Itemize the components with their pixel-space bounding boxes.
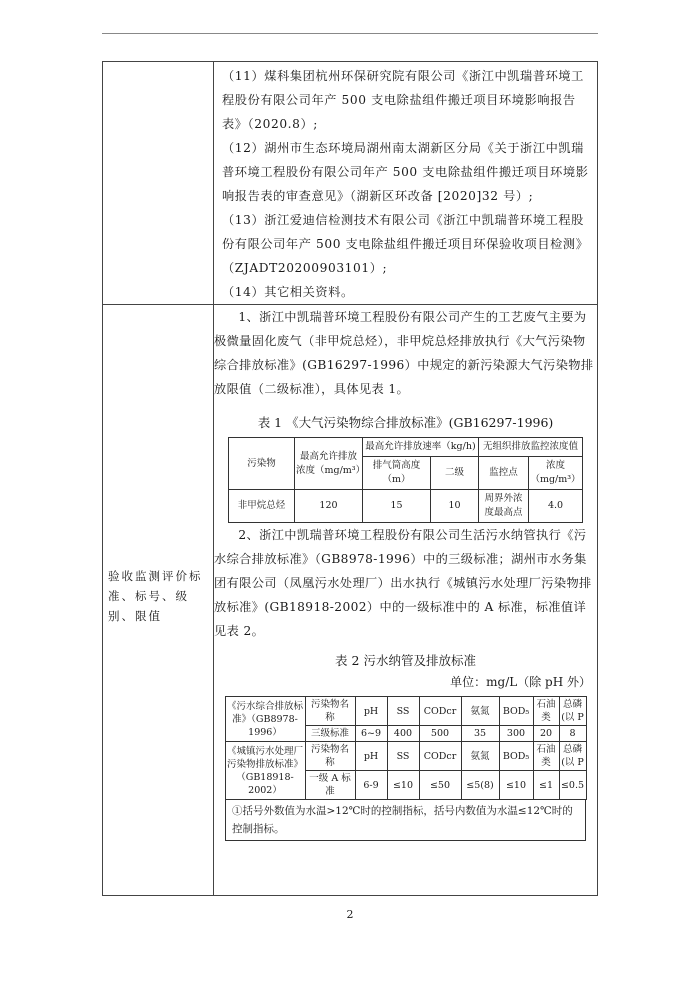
t1-header-max-concentration: 最高允许排放浓度（mg/m³） [294,438,362,490]
t2-header: SS [387,742,419,771]
section-label: 验收监测评价标准、标号、级别、限值 [108,569,203,623]
t2-header: 石油类 [533,697,559,726]
paragraph-air-standard: 1、浙江中凯瑞普环境工程股份有限公司产生的工艺废气主要为极微量固化废气（非甲烷总烃），非甲烷总烃排放执行《大气污染物综合排放标准》(GB16297-1996）中规定的新污染源大气污染物排放限值（二级标准），具体见表 1。 [214,310,594,396]
t2-value: 500 [419,726,461,742]
section-label-cell [103,305,214,896]
t2-grade: 一级 A 标准 [305,771,355,800]
t2-value: 35 [461,726,499,742]
t1-header-unorganized: 无组织排放监控浓度值 [478,438,582,457]
table2-footnote: ①括号外数值为水温>12℃时的控制指标，括号内数值为水温≤12℃时的控制指标。 [225,800,586,841]
t2-header: CODcr [419,697,461,726]
table1-caption: 表 1 《大气污染物综合排放标准》(GB16297-1996) [257,415,554,430]
t2-header-pollutant: 污染物名称 [305,697,355,726]
t2-value: 6~9 [355,726,387,742]
t2-header: BOD₅ [499,742,533,771]
paragraph-water-standard: 2、浙江中凯瑞普环境工程股份有限公司生活污水纳管执行《污水综合排放标准》（GB8978-1996）中的三级标准；湖州市水务集团有限公司（凤凰污水处理厂）出水执行《城镇污水处理厂污染物排放标准》(GB18918-2002）中的一级标准中的 A 标准，标准值详见表 2。 [214,528,592,638]
t2-value: 300 [499,726,533,742]
t1-cell-pollutant: 非甲烷总烃 [228,490,294,523]
standards-cell [214,305,598,896]
t2-value: ≤50 [419,771,461,800]
empty-label-cell [103,62,214,305]
page-number: 2 [346,908,354,921]
t2-header: SS [387,697,419,726]
t1-header-stack-height: 排气筒高度（m） [362,457,430,490]
t2-value: 20 [533,726,559,742]
t2-header: 总磷(以 P [559,697,586,726]
t2-standard-name: 《污水综合排放标准》（GB8978-1996） [225,697,305,742]
reference-item: （14）其它相关资料。 [222,285,354,299]
t2-value: 8 [559,726,586,742]
t2-standard-name: 《城镇污水处理厂污染物排放标准》（GB18918-2002） [225,742,305,800]
table-row [228,490,582,523]
t1-header-monitor-point: 监控点 [478,457,528,490]
table2-unit: 单位：mg/L（除 pH 外） [450,675,591,689]
t1-header-max-rate: 最高允许排放速率（kg/h) [362,438,478,457]
t2-value: ≤10 [499,771,533,800]
table-row [225,697,586,726]
t1-header-concentration: 浓度（mg/m³） [528,457,582,490]
references-cell [214,62,598,305]
t2-grade: 三级标准 [305,726,355,742]
t2-header: CODcr [419,742,461,771]
t1-cell-monitor-point: 周界外浓度最高点 [478,490,528,523]
table2-water-standard [225,696,587,800]
t1-cell-concentration: 120 [294,490,362,523]
t2-header: BOD₅ [499,697,533,726]
t1-cell-stack-height: 15 [362,490,430,523]
t2-value: ≤5(8) [461,771,499,800]
t2-value: ≤10 [387,771,419,800]
t1-header-pollutant: 污染物 [228,438,294,490]
reference-item: （12）湖州市生态环境局湖州南太湖新区分局《关于浙江中凯瑞普环境工程股份有限公司年产 500 支电除盐组件搬迁项目环境影响报告表的审查意见》（湖新区环改备 [2020]32 号）; [222,141,589,203]
t2-value: 6-9 [355,771,387,800]
t2-header: 石油类 [533,742,559,771]
t1-cell-rate: 10 [430,490,478,523]
t2-header-pollutant: 污染物名称 [305,742,355,771]
t2-value: 400 [387,726,419,742]
reference-list [214,62,597,304]
table-row [225,742,586,771]
t2-value: ≤0.5 [559,771,586,800]
t1-header-grade2: 二级 [430,457,478,490]
t1-cell-limit: 4.0 [528,490,582,523]
content-table [102,61,598,896]
t2-value: ≤1 [533,771,559,800]
t2-header: 氨氮 [461,697,499,726]
t2-header: 总磷(以 P [559,742,586,771]
header-rule [102,33,598,34]
t2-header: pH [355,742,387,771]
reference-item: （11）煤科集团杭州环保研究院有限公司《浙江中凯瑞普环境工程股份有限公司年产 500 支电除盐组件搬迁项目环境影响报告表》（2020.8）; [222,69,584,131]
t2-header: 氨氮 [461,742,499,771]
table1-air-standard [228,437,583,523]
table2-caption: 表 2 污水纳管及排放标准 [335,653,476,668]
reference-item: （13）浙江爱迪信检测技术有限公司《浙江中凯瑞普环境工程股份有限公司年产 500 支电除盐组件搬迁项目环保验收项目检测》（ZJADT20200903101）; [222,213,589,275]
t2-header: pH [355,697,387,726]
